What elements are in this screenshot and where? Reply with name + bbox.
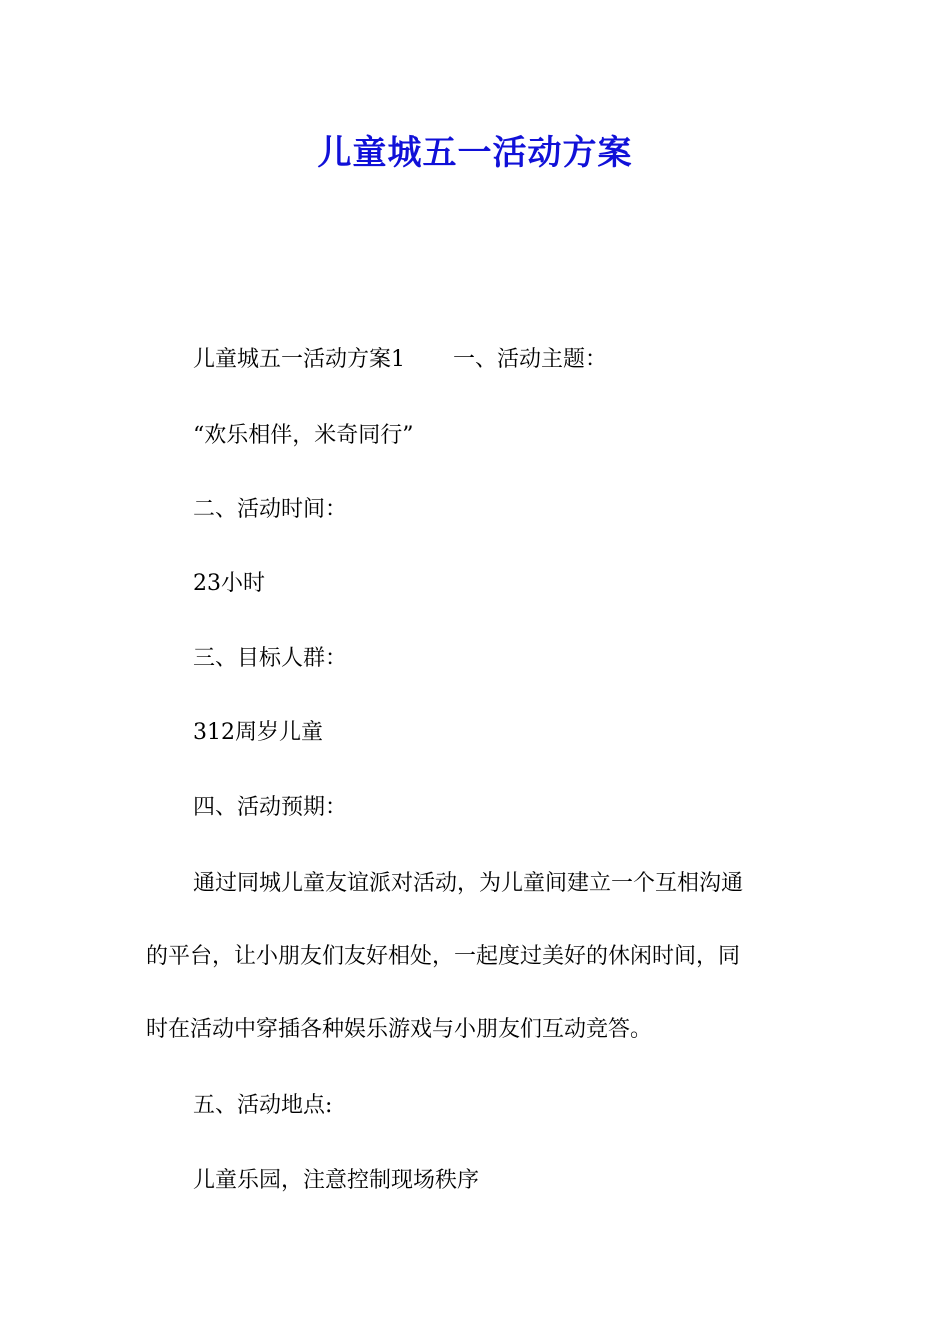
time-text: 23小时 [193,571,265,596]
section-5-title: 五、活动地点: [193,1093,333,1118]
document-title: 儿童城五一活动方案 [317,133,633,173]
audience-text: 312周岁儿童 [193,720,323,745]
expectation-line-2: 的平台，让小朋友们友好相处，一起度过美好的休闲时间，同 [146,944,741,969]
heading-line [193,345,853,375]
theme-text: “欢乐相伴，米奇同行” [193,423,414,448]
section-1-title: 一、活动主题： [453,347,608,372]
section-4-title: 四、活动预期： [193,795,348,820]
expectation-line-1: 通过同城儿童友谊派对活动，为儿童间建立一个互相沟通 [193,871,744,896]
section-2-title: 二、活动时间： [193,497,348,522]
section-3-title: 三、目标人群： [193,646,348,671]
location-text: 儿童乐园，注意控制现场秩序 [193,1168,480,1193]
heading-prefix: 儿童城五一活动方案1 [193,347,405,372]
expectation-line-3: 时在活动中穿插各种娱乐游戏与小朋友们互动竞答。 [146,1017,653,1042]
